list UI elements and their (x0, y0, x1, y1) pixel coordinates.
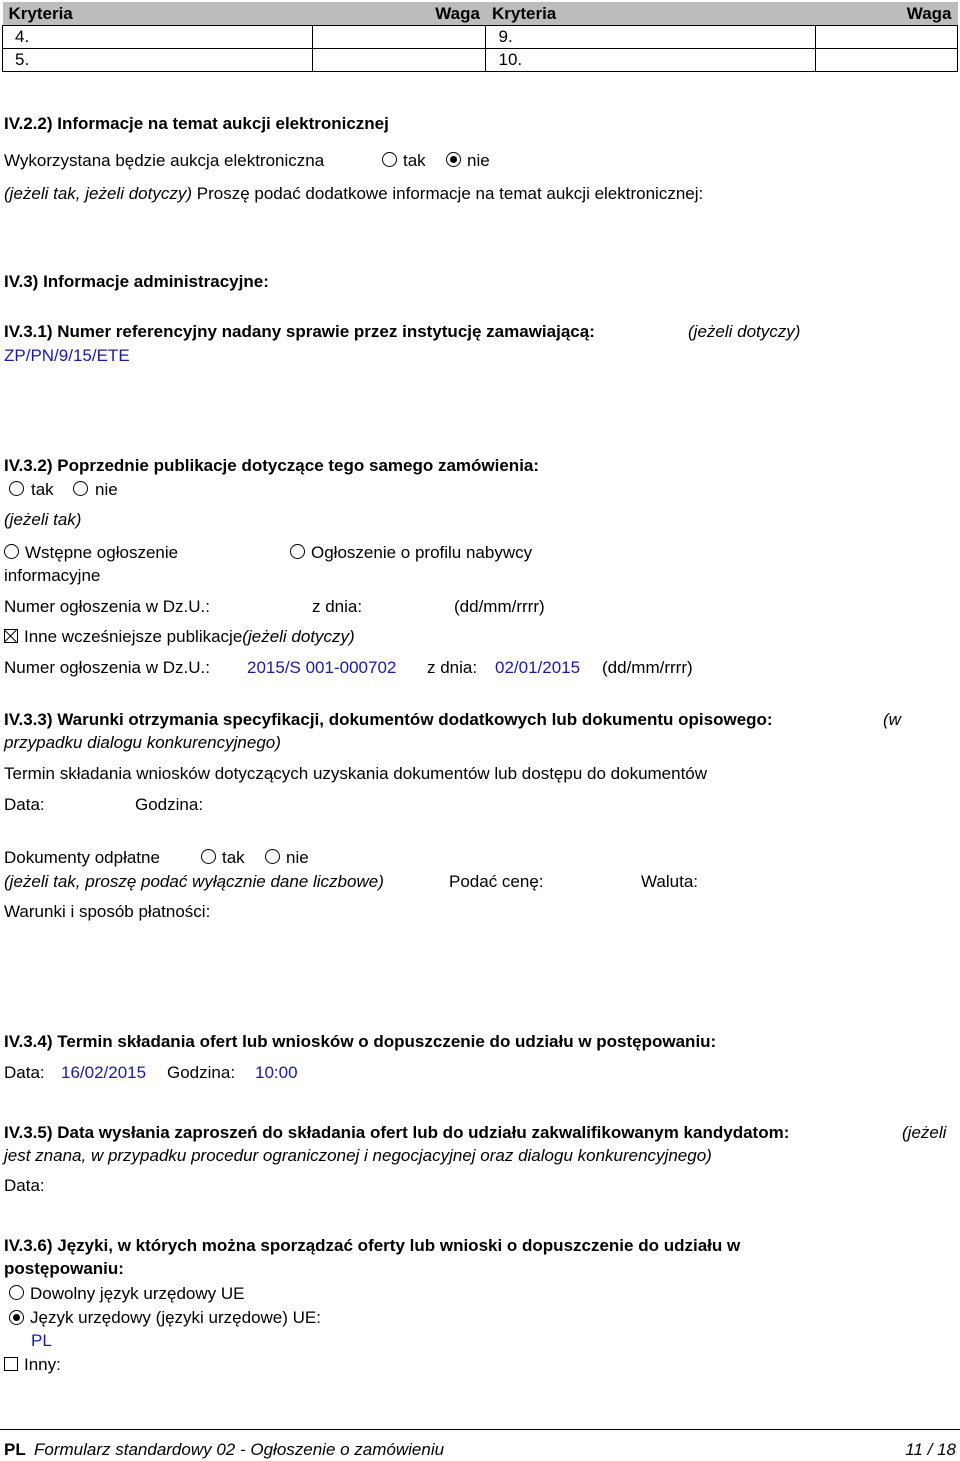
section-note: jest znana, w przypadku procedur ograniczonej i negocjacyjnej oraz dialogu konkurencyjnego) (4, 1146, 712, 1165)
buyer-profile-radio[interactable] (290, 544, 305, 559)
official-language-radio[interactable] (9, 1310, 24, 1325)
criteria-cell: 10. (486, 49, 816, 72)
date-label: Data: (4, 1063, 45, 1082)
prior-pub-no-radio[interactable] (73, 481, 88, 496)
deadline-text: Termin składania wniosków dotyczących uzyskania dokumentów lub dostępu do dokumentów (4, 764, 708, 783)
any-language-radio[interactable] (9, 1285, 24, 1300)
section-note: (jeżeli dotyczy) (688, 322, 801, 341)
weight-cell (816, 26, 958, 49)
criteria-header: Kryteria (486, 2, 816, 26)
other-language-checkbox[interactable] (4, 1357, 18, 1371)
time-label: Godzina: (167, 1063, 236, 1082)
date-label: z dnia: (312, 597, 363, 616)
auction-note (4, 184, 703, 204)
paid-docs-label: Dokumenty odpłatne (4, 848, 160, 867)
criteria-table (2, 2, 958, 72)
if-yes-note: (jeżeli tak) (4, 510, 82, 529)
criteria-header-row (3, 2, 958, 26)
paid-docs-yes-radio[interactable] (201, 849, 216, 864)
note-text: Proszę podać dodatkowe informacje na temat aukcji elektronicznej: (196, 184, 704, 203)
time-label: Godzina: (135, 795, 204, 814)
currency-label: Waluta: (641, 872, 699, 891)
radio-label: Język urzędowy (języki urzędowe) UE: (30, 1308, 321, 1327)
date-label: Data: (4, 795, 45, 814)
section-heading: IV.3.1) Numer referencyjny nadany sprawie przez instytucję zamawiającą: (4, 322, 595, 341)
date-label: Data: (4, 1176, 45, 1195)
auction-yes-radio[interactable] (382, 152, 397, 167)
weight-cell (312, 49, 486, 72)
date-value: 02/01/2015 (495, 658, 581, 677)
price-label: Podać cenę: (449, 872, 544, 891)
payment-terms-label: Warunki i sposób płatności: (4, 902, 211, 921)
date-format: (dd/mm/rrrr) (454, 597, 545, 616)
radio-label: nie (286, 848, 309, 867)
footer-form-title: Formularz standardowy 02 - Ogłoszenie o zamówieniu (34, 1440, 445, 1459)
paid-docs-no-radio[interactable] (265, 849, 280, 864)
radio-label: Wstępne ogłoszenie (25, 543, 179, 562)
section-heading: IV.3.5) Data wysłania zaproszeń do składania ofert lub do udziału zakwalifikowanym kandydatom: (4, 1123, 790, 1142)
radio-label: tak (403, 151, 426, 170)
section-heading: IV.3) Informacje administracyjne: (4, 272, 269, 291)
radio-label: tak (31, 480, 54, 499)
notice-number-label: Numer ogłoszenia w Dz.U.: (4, 597, 210, 616)
weight-cell (816, 49, 958, 72)
date-label: z dnia: (427, 658, 478, 677)
auction-question: Wykorzystana będzie aukcja elektroniczna (4, 151, 325, 170)
section-heading: IV.3.6) Języki, w których można sporządzać oferty lub wnioski o dopuszczenie do udziału w (4, 1236, 741, 1255)
notice-number-value: 2015/S 001-000702 (247, 658, 397, 677)
section-note: przypadku dialogu konkurencyjnego) (4, 733, 281, 752)
footer-page-number: 11 / 18 (905, 1440, 956, 1459)
section-heading: IV.3.3) Warunki otrzymania specyfikacji, dokumentów dodatkowych lub dokumentu opisowego: (4, 710, 773, 729)
radio-label: nie (95, 480, 118, 499)
weight-header: Waga (816, 2, 958, 26)
note-italic: (jeżeli dotyczy) (242, 627, 355, 646)
checkbox-label: Inny: (24, 1355, 61, 1374)
footer-divider (0, 1429, 960, 1430)
radio-label: informacyjne (4, 566, 101, 585)
criteria-cell: 4. (3, 26, 313, 49)
footer-lang: PL (4, 1440, 26, 1459)
prior-pub-yes-radio[interactable] (9, 481, 24, 496)
checkbox-label: Inne wcześniejsze publikacje (24, 627, 243, 646)
table-row (3, 26, 958, 49)
radio-label: nie (467, 151, 490, 170)
section-note: (jeżeli (902, 1123, 947, 1142)
radio-label: tak (222, 848, 245, 867)
criteria-cell: 9. (486, 26, 816, 49)
other-publications-checkbox[interactable] (4, 629, 18, 643)
criteria-cell: 5. (3, 49, 313, 72)
language-value: PL (31, 1331, 52, 1350)
section-heading: IV.3.4) Termin składania ofert lub wniosków o dopuszczenie do udziału w postępowaniu: (4, 1032, 717, 1051)
weight-cell (312, 26, 486, 49)
section-note: (w (883, 710, 901, 729)
weight-header: Waga (312, 2, 486, 26)
note-italic: (jeżeli tak, jeżeli dotyczy) (4, 184, 193, 203)
deadline-time: 10:00 (255, 1063, 298, 1082)
criteria-header: Kryteria (3, 2, 313, 26)
table-row (3, 49, 958, 72)
radio-label: Dowolny język urzędowy UE (30, 1284, 245, 1303)
auction-no-radio[interactable] (446, 152, 461, 167)
section-heading: IV.3.2) Poprzednie publikacje dotyczące tego samego zamówienia: (4, 456, 540, 475)
price-note: (jeżeli tak, proszę podać wyłącznie dane liczbowe) (4, 872, 384, 891)
date-format: (dd/mm/rrrr) (602, 658, 693, 677)
prior-info-radio[interactable] (4, 544, 19, 559)
other-publications-label (24, 627, 355, 647)
reference-number: ZP/PN/9/15/ETE (4, 346, 130, 365)
deadline-date: 16/02/2015 (61, 1063, 147, 1082)
section-heading: postępowaniu: (4, 1259, 124, 1278)
section-heading: IV.2.2) Informacje na temat aukcji elektronicznej (4, 114, 389, 133)
notice-number-label: Numer ogłoszenia w Dz.U.: (4, 658, 210, 677)
radio-label: Ogłoszenie o profilu nabywcy (311, 543, 533, 562)
